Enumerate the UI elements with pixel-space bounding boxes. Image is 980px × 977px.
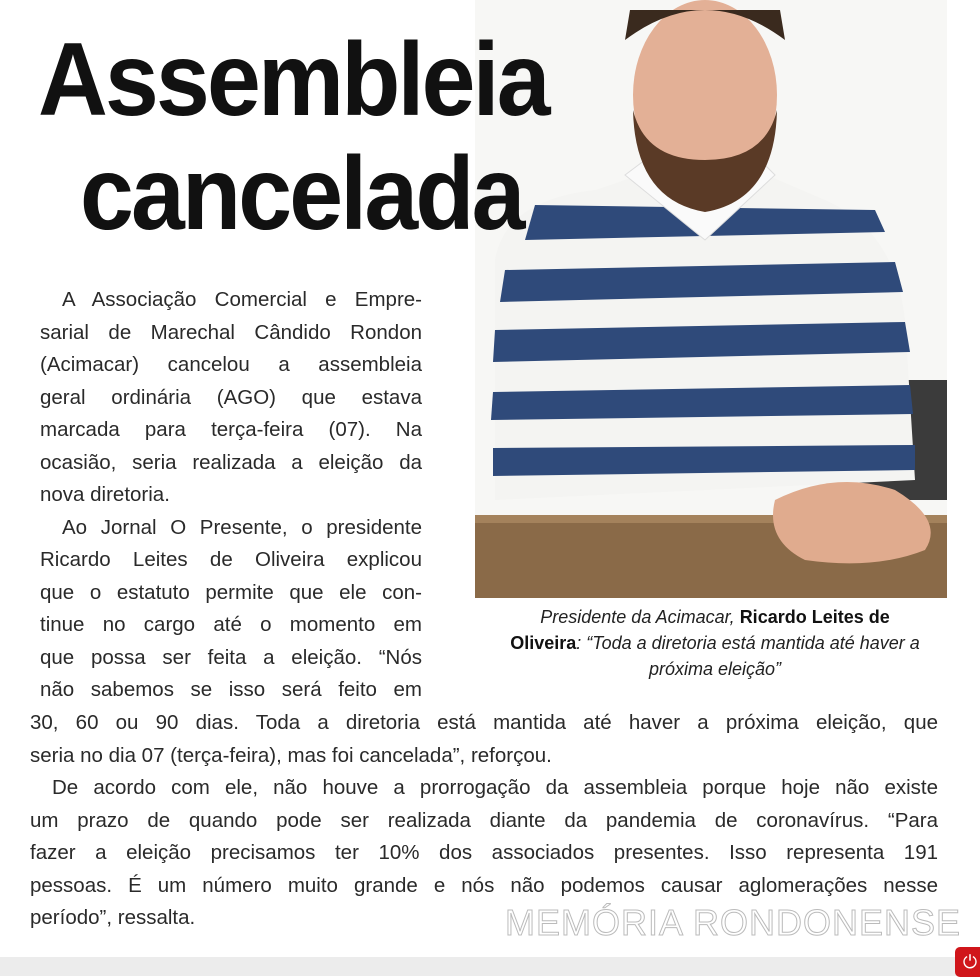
body-line: De acordo com ele, não houve a prorrogação da assembleia porque hoje não existe [52,776,938,799]
body-line: um prazo de quando pode ser realizada diante da pandemia de coronavírus. “Para [30,808,938,832]
body-line: tinue no cargo até o momento em [40,613,422,636]
footer-bar [0,957,980,976]
body-line: A Associação Comercial e Empre- [62,288,422,311]
body-line: nova diretoria. [40,483,170,506]
caption-quote: : “Toda a diretoria está mantida até haver a próxima eleição” [576,633,920,679]
body-line: sarial de Marechal Cândido Rondon [40,320,422,344]
headline-line-2: cancelada [80,136,523,252]
body-line: marcada para terça-feira (07). Na [40,418,422,441]
caption-prefix: Presidente da Acimacar, [540,607,740,627]
body-line: seria no dia 07 (terça-feira), mas foi cancelada”, reforçou. [30,743,552,767]
body-line: Ao Jornal O Presente, o presidente [62,515,422,539]
body-line: Ricardo Leites de Oliveira explicou [40,548,422,571]
power-icon[interactable]: ⏻ [955,947,980,977]
body-line: 30, 60 ou 90 dias. Toda a diretoria está mantida até haver a próxima eleição, que [30,711,938,734]
body-line: pessoas. É um número muito grande e nós não podemos causar aglomerações nesse [30,873,938,897]
body-line: ocasião, seria realizada a eleição da [40,450,422,474]
body-line: que o estatuto permite que ele con- [40,580,422,604]
photo-caption [490,604,940,682]
headline-line-1: Assembleia [38,22,548,138]
body-line: que possa ser feita a eleição. “Nós [40,645,422,669]
body-line: geral ordinária (AGO) que estava [40,385,422,409]
watermark: MEMÓRIA RONDONENSE [505,902,962,943]
caption-name-2: Oliveira [510,633,577,653]
caption-name-1: Ricardo Leites de [739,607,890,627]
body-line: (Acimacar) cancelou a assembleia [40,353,422,376]
body-line: fazer a eleição precisamos ter 10% dos associados presentes. Isso representa 191 [30,841,938,864]
body-line: período”, ressalta. [30,906,196,929]
body-line: não sabemos se isso será feito em [40,678,422,701]
